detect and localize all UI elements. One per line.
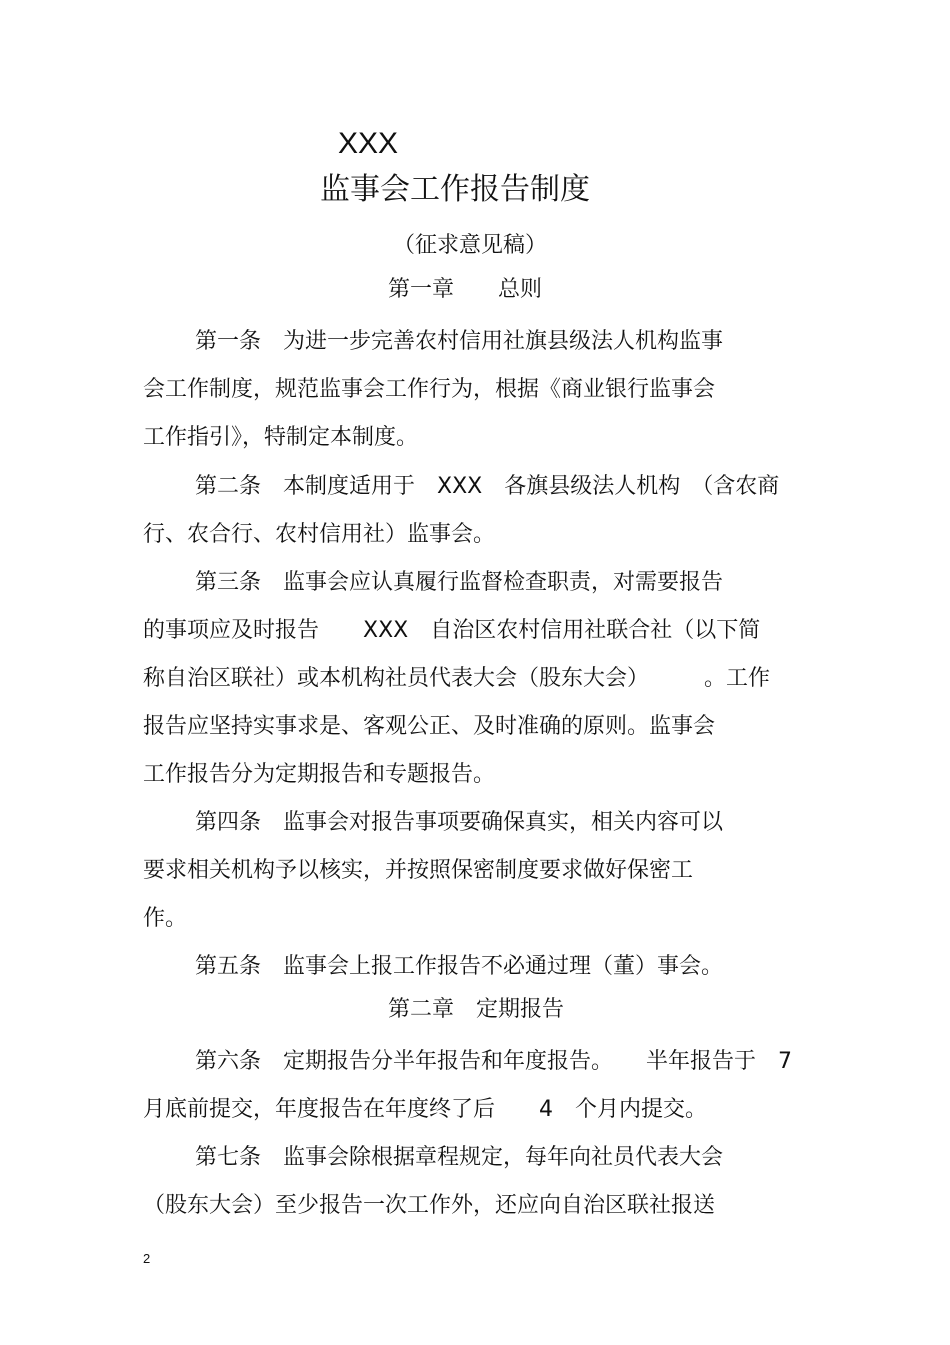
text-line: 第一条 为进一步完善农村信用社旗县级法人机构监事 <box>195 329 724 354</box>
text-line: 第六条 定期报告分半年报告和年度报告。 半年报告于 7 <box>195 1049 792 1074</box>
text-line: 第二章 定期报告 <box>388 997 565 1022</box>
text-line: 第三条 监事会应认真履行监督检查职责，对需要报告 <box>195 570 724 595</box>
page-title: 监事会工作报告制度 <box>320 172 590 207</box>
text-line: 称自治区联社）或本机构社员代表大会（股东大会） 。工作 <box>143 666 771 691</box>
text-line: 第七条 监事会除根据章程规定，每年向社员代表大会 <box>195 1145 724 1170</box>
page-number: 2 <box>143 1251 151 1266</box>
text-line: 工作指引》，特制定本制度。 <box>143 425 419 450</box>
text-line: 月底前提交，年度报告在年度终了后 4 个月内提交。 <box>143 1097 707 1122</box>
text-line: 第五条 监事会上报工作报告不必通过理（董）事会。 <box>195 954 724 979</box>
text-line: 作。 <box>143 906 188 931</box>
text-line: 要求相关机构予以核实，并按照保密制度要求做好保密工 <box>143 858 694 883</box>
title-org: XXX <box>338 127 399 160</box>
text-line: 会工作制度，规范监事会工作行为，根据《商业银行监事会 <box>143 377 716 402</box>
text-line: 报告应坚持实事求是、客观公正、及时准确的原则。监事会 <box>143 714 716 739</box>
text-line: 工作报告分为定期报告和专题报告。 <box>143 762 496 787</box>
text-line: 第二条 本制度适用于 XXX 各旗县级法人机构 （含农商 <box>195 474 780 499</box>
subtitle: （征求意见稿） <box>393 233 548 258</box>
text-line: 第四条 监事会对报告事项要确保真实，相关内容可以 <box>195 810 724 835</box>
text-line: 的事项应及时报告 XXX 自治区农村信用社联合社（以下简 <box>143 618 761 643</box>
text-line: （股东大会）至少报告一次工作外，还应向自治区联社报送 <box>143 1193 716 1218</box>
text-line: 第一章 总则 <box>388 277 543 302</box>
text-line: 行、农合行、农村信用社）监事会。 <box>143 522 496 547</box>
